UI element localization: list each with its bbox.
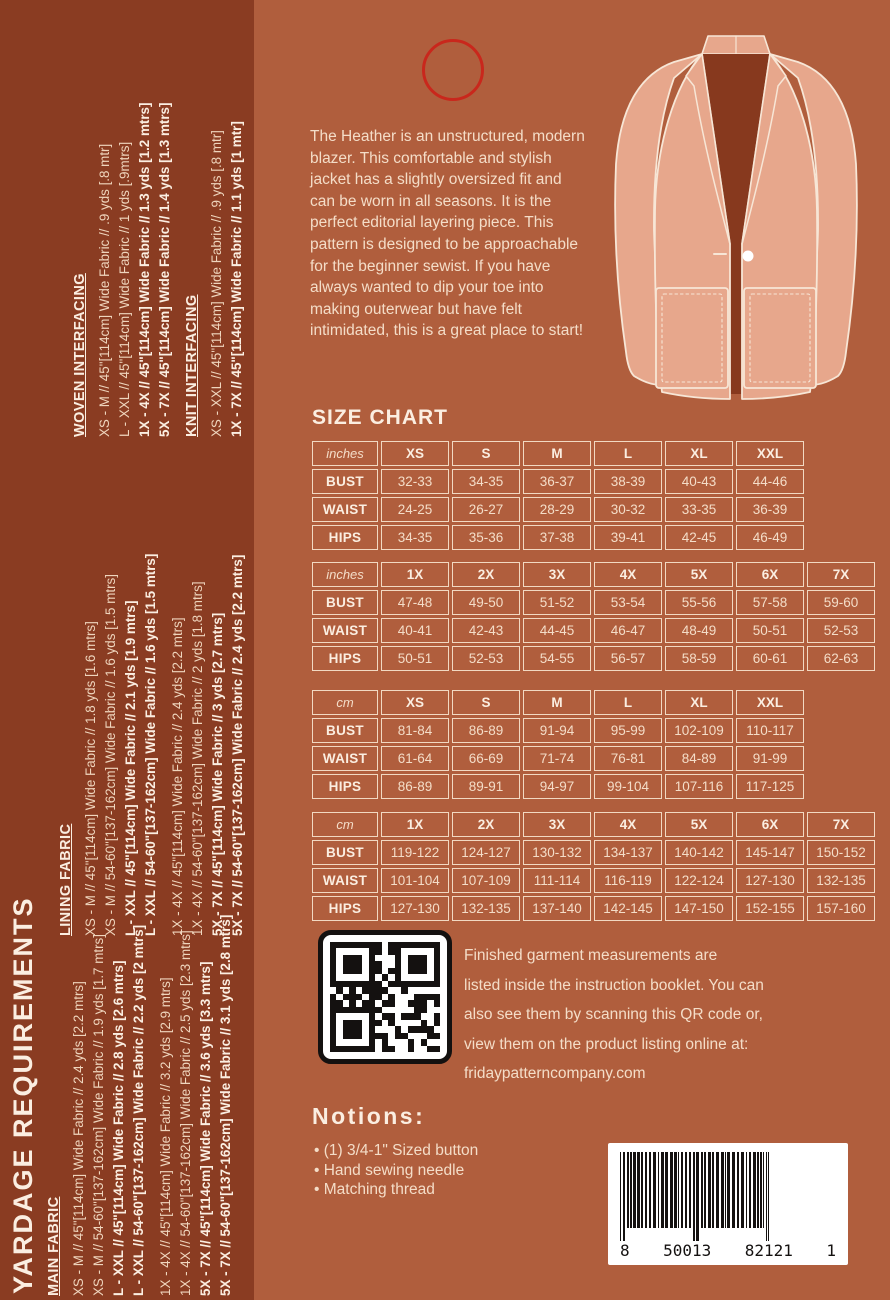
size-chart-size-header: L — [594, 441, 662, 466]
size-chart-value: 142-145 — [594, 896, 662, 921]
size-chart-size-header: 6X — [736, 562, 804, 587]
size-chart-value: 94-97 — [523, 774, 591, 799]
text-line: • (1) 3/4-1" Sized button — [314, 1141, 478, 1161]
size-chart-value: 111-114 — [523, 868, 591, 893]
size-chart-size-header: XS — [381, 690, 449, 715]
yardage-line: L - XXL // 45"[114cm] Wide Fabric // 1 yds [.9mtrs] — [117, 141, 132, 437]
size-chart-size-header: XS — [381, 441, 449, 466]
size-chart-value: 152-155 — [736, 896, 804, 921]
yardage-line: 5X - 7X // 54-60"[137-162cm] Wide Fabric // 2.4 yds [2.2 mtrs] — [230, 554, 245, 936]
yardage-line: XS - M // 45"[114cm] Wide Fabric // 2.4 yds [2.2 mtrs] — [71, 981, 86, 1296]
yardage-line: XS - M // 54-60"[137-162cm] Wide Fabric // 1.6 yds [1.5 mtrs] — [103, 574, 118, 936]
notions-heading: Notions: — [312, 1103, 426, 1129]
size-chart-value: 127-130 — [381, 896, 449, 921]
size-chart-value: 117-125 — [736, 774, 804, 799]
size-chart-value: 71-74 — [523, 746, 591, 771]
size-chart-size-header: XXL — [736, 441, 804, 466]
size-chart-value: 47-48 — [381, 590, 449, 615]
size-chart-value: 38-39 — [594, 469, 662, 494]
size-chart-title: SIZE CHART — [312, 406, 448, 429]
size-chart-size-header: XL — [665, 441, 733, 466]
size-chart-size-header: 5X — [665, 562, 733, 587]
text-line: • Matching thread — [314, 1180, 478, 1200]
size-chart-value: 84-89 — [665, 746, 733, 771]
main-fabric-heading: MAIN FABRIC — [46, 1196, 62, 1296]
size-chart-value: 42-45 — [665, 525, 733, 550]
size-chart-value: 116-119 — [594, 868, 662, 893]
size-chart-size-header: 7X — [807, 562, 875, 587]
size-chart-value: 62-63 — [807, 646, 875, 671]
yardage-line: 5X - 7X // 45"[114cm] Wide Fabric // 1.4 yds [1.3 mtrs] — [157, 102, 172, 437]
yardage-line: XS - M // 45"[114cm] Wide Fabric // .9 yds [.8 mtr] — [97, 143, 112, 437]
size-chart-value: 132-135 — [452, 896, 520, 921]
size-chart-value: 57-58 — [736, 590, 804, 615]
size-chart-size-header: 1X — [381, 812, 449, 837]
size-chart-value: 26-27 — [452, 497, 520, 522]
yardage-line: 5X - 7X // 45"[114cm] Wide Fabric // 3.6 yds [3.3 mtrs] — [198, 961, 213, 1296]
size-chart-value: 119-122 — [381, 840, 449, 865]
size-chart-size-header: M — [523, 441, 591, 466]
size-chart-value: 58-59 — [665, 646, 733, 671]
size-chart-value: 24-25 — [381, 497, 449, 522]
size-chart-value: 34-35 — [452, 469, 520, 494]
yardage-line: 1X - 4X // 54-60"[137-162cm] Wide Fabric // 2 yds [1.8 mtrs] — [190, 581, 205, 936]
size-chart-value: 86-89 — [381, 774, 449, 799]
knit-interfacing-lines — [207, 0, 247, 437]
size-chart-value: 56-57 — [594, 646, 662, 671]
size-chart-unit: inches — [312, 562, 378, 587]
upc-barcode — [608, 1143, 848, 1265]
size-chart-value: 76-81 — [594, 746, 662, 771]
size-chart-value: 107-116 — [665, 774, 733, 799]
barcode-bars — [620, 1152, 836, 1244]
size-chart-size-header: L — [594, 690, 662, 715]
size-chart-value: 59-60 — [807, 590, 875, 615]
size-chart-value: 134-137 — [594, 840, 662, 865]
size-chart-unit: cm — [312, 812, 378, 837]
lining-fabric-heading: LINING FABRIC — [58, 823, 74, 936]
text-line: listed inside the instruction booklet. You can — [464, 976, 764, 994]
size-chart-value: 33-35 — [665, 497, 733, 522]
size-chart-value: 50-51 — [381, 646, 449, 671]
size-chart-value: 36-39 — [736, 497, 804, 522]
size-chart-value: 140-142 — [665, 840, 733, 865]
size-table-cm-extended — [312, 812, 875, 921]
text-line: also see them by scanning this QR code or, — [464, 1006, 763, 1023]
size-chart-value: 55-56 — [665, 590, 733, 615]
size-chart-value: 81-84 — [381, 718, 449, 743]
yardage-line: L - XXL // 45"[114cm] Wide Fabric // 2.1 yds [1.9 mtrs] — [123, 600, 138, 936]
size-chart-value: 101-104 — [381, 868, 449, 893]
size-chart-size-header: 2X — [452, 562, 520, 587]
button-icon — [743, 251, 754, 262]
size-chart-row-label: BUST — [312, 590, 378, 615]
size-chart-row-label: BUST — [312, 840, 378, 865]
size-chart-size-header: 7X — [807, 812, 875, 837]
blazer-illustration — [598, 16, 878, 406]
size-chart-value: 49-50 — [452, 590, 520, 615]
size-chart-size-header: S — [452, 441, 520, 466]
size-chart-value: 44-46 — [736, 469, 804, 494]
size-chart-row-label: WAIST — [312, 868, 378, 893]
yardage-line: XS - M // 45"[114cm] Wide Fabric // 1.8 yds [1.6 mtrs] — [83, 621, 98, 936]
size-chart-size-header: XXL — [736, 690, 804, 715]
size-chart-row-label: HIPS — [312, 896, 378, 921]
yardage-line: L - XXL // 54-60"[137-162cm] Wide Fabric // 2.2 yds [2 mtrs] — [131, 924, 146, 1296]
size-chart-value: 122-124 — [665, 868, 733, 893]
size-chart-value: 48-49 — [665, 618, 733, 643]
size-chart-size-header: 3X — [523, 812, 591, 837]
barcode-digit-group: 82121 — [744, 1241, 793, 1260]
interfacing-column — [70, 0, 247, 437]
size-chart-value: 40-41 — [381, 618, 449, 643]
size-chart-value: 30-32 — [594, 497, 662, 522]
woven-interfacing-lines — [95, 0, 175, 437]
size-chart-value: 102-109 — [665, 718, 733, 743]
text-line: fridaypatterncompany.com — [464, 1065, 646, 1082]
yardage-line: 5X - 7X // 45"[114cm] Wide Fabric // 3 yds [2.7 mtrs] — [210, 612, 225, 936]
size-chart-row-label: HIPS — [312, 525, 378, 550]
barcode-digit-group: 50013 — [663, 1241, 712, 1260]
notions-list — [314, 1141, 478, 1200]
size-chart-row-label: BUST — [312, 718, 378, 743]
yardage-line: XS - M // 54-60"[137-162cm] Wide Fabric // 1.9 yds [1.7 mtrs] — [91, 934, 106, 1296]
size-table-inches-core — [312, 441, 804, 550]
size-chart-value: 35-36 — [452, 525, 520, 550]
qr-code — [318, 930, 452, 1064]
finished-measurements-note — [464, 941, 764, 1089]
size-chart-size-header: XL — [665, 690, 733, 715]
size-chart-value: 53-54 — [594, 590, 662, 615]
yardage-line: 1X - 4X // 54-60"[137-162cm] Wide Fabric // 2.5 yds [2.3 mtrs] — [178, 930, 193, 1296]
size-chart-value: 60-61 — [736, 646, 804, 671]
size-chart-value: 66-69 — [452, 746, 520, 771]
size-chart-row-label: WAIST — [312, 618, 378, 643]
size-chart-value: 61-64 — [381, 746, 449, 771]
size-chart-value: 36-37 — [523, 469, 591, 494]
size-chart-value: 32-33 — [381, 469, 449, 494]
woven-interfacing-heading: WOVEN INTERFACING — [72, 273, 88, 437]
size-chart-size-header: S — [452, 690, 520, 715]
size-chart-value: 28-29 — [523, 497, 591, 522]
size-chart-value: 34-35 — [381, 525, 449, 550]
size-table-cm-core — [312, 690, 804, 799]
size-chart-value: 89-91 — [452, 774, 520, 799]
size-table-inches-extended — [312, 562, 875, 671]
size-chart-value: 147-150 — [665, 896, 733, 921]
size-chart-value: 50-51 — [736, 618, 804, 643]
size-chart-value: 124-127 — [452, 840, 520, 865]
yardage-requirements-title: YARDAGE REQUIREMENTS — [8, 896, 38, 1294]
size-chart-row-label: HIPS — [312, 774, 378, 799]
size-chart-size-header: 3X — [523, 562, 591, 587]
size-chart-value: 86-89 — [452, 718, 520, 743]
size-chart-value: 137-140 — [523, 896, 591, 921]
yardage-line: L - XXL // 54-60"[137-162cm] Wide Fabric // 1.6 yds [1.5 mtrs] — [143, 553, 158, 936]
size-chart-value: 42-43 — [452, 618, 520, 643]
size-chart-value: 95-99 — [594, 718, 662, 743]
yardage-line: L - XXL // 45"[114cm] Wide Fabric // 2.8 yds [2.6 mtrs] — [111, 960, 126, 1296]
yardage-line: 1X - 4X // 45"[114cm] Wide Fabric // 1.3 yds [1.2 mtrs] — [137, 102, 152, 437]
size-chart-value: 52-53 — [807, 618, 875, 643]
size-chart-value: 52-53 — [452, 646, 520, 671]
size-chart-size-header: 1X — [381, 562, 449, 587]
size-chart-size-header: 4X — [594, 812, 662, 837]
size-chart-value: 37-38 — [523, 525, 591, 550]
size-chart-value: 99-104 — [594, 774, 662, 799]
size-chart-value: 127-130 — [736, 868, 804, 893]
size-chart-value: 51-52 — [523, 590, 591, 615]
size-chart-value: 44-45 — [523, 618, 591, 643]
size-chart-size-header: 4X — [594, 562, 662, 587]
barcode-digit-group: 1 — [826, 1241, 836, 1260]
size-chart-value: 91-99 — [736, 746, 804, 771]
size-chart-value: 145-147 — [736, 840, 804, 865]
yardage-line: 1X - 7X // 45"[114cm] Wide Fabric // 1.1 yds [1 mtr] — [229, 121, 244, 437]
size-chart-row-label: WAIST — [312, 497, 378, 522]
size-chart-value: 150-152 — [807, 840, 875, 865]
red-circle-mark — [422, 39, 484, 101]
knit-interfacing-heading: KNIT INTERFACING — [184, 294, 200, 437]
size-chart-size-header: 6X — [736, 812, 804, 837]
text-line: • Hand sewing needle — [314, 1161, 478, 1181]
size-chart-value: 54-55 — [523, 646, 591, 671]
size-chart-size-header: M — [523, 690, 591, 715]
pattern-description: The Heather is an unstructured, modern blazer. This comfortable and stylish jacket has a slightly oversized fit and can be worn in all seasons. It is the perfect editorial layering piece. This pattern is designed to be approachable for the beginner sewist. If you have always wanted to dip your toe into making outerwear but have felt intimidated, this is a great place to start! — [310, 128, 585, 340]
qr-code-modules — [330, 942, 440, 1052]
yardage-line: 1X - 4X // 45"[114cm] Wide Fabric // 2.4 yds [2.2 mtrs] — [170, 617, 185, 936]
barcode-digits — [618, 1241, 838, 1260]
barcode-digit-group: 8 — [620, 1241, 630, 1260]
size-chart-value: 39-41 — [594, 525, 662, 550]
yardage-line: XS - XXL // 45"[114cm] Wide Fabric // .9 yds [.8 mtr] — [209, 130, 224, 437]
size-chart-unit: inches — [312, 441, 378, 466]
yardage-line: 1X - 4X // 45"[114cm] Wide Fabric // 3.2 yds [2.9 mtrs] — [158, 977, 173, 1296]
size-chart-value: 91-94 — [523, 718, 591, 743]
size-chart-value: 107-109 — [452, 868, 520, 893]
size-chart-value: 130-132 — [523, 840, 591, 865]
size-chart-value: 46-47 — [594, 618, 662, 643]
size-chart-value: 157-160 — [807, 896, 875, 921]
size-chart-size-header: 5X — [665, 812, 733, 837]
size-chart-unit: cm — [312, 690, 378, 715]
size-chart-row-label: BUST — [312, 469, 378, 494]
size-chart-value: 132-135 — [807, 868, 875, 893]
yardage-line: 5X - 7X // 54-60"[137-162cm] Wide Fabric // 3.1 yds [2.8 mtrs] — [218, 914, 233, 1296]
size-chart-value: 46-49 — [736, 525, 804, 550]
size-chart-value: 40-43 — [665, 469, 733, 494]
text-line: Finished garment measurements are — [464, 947, 718, 964]
text-line: view them on the product listing online at: — [464, 1035, 749, 1053]
size-chart-row-label: WAIST — [312, 746, 378, 771]
size-chart-value: 110-117 — [736, 718, 804, 743]
size-chart-row-label: HIPS — [312, 646, 378, 671]
size-chart-size-header: 2X — [452, 812, 520, 837]
